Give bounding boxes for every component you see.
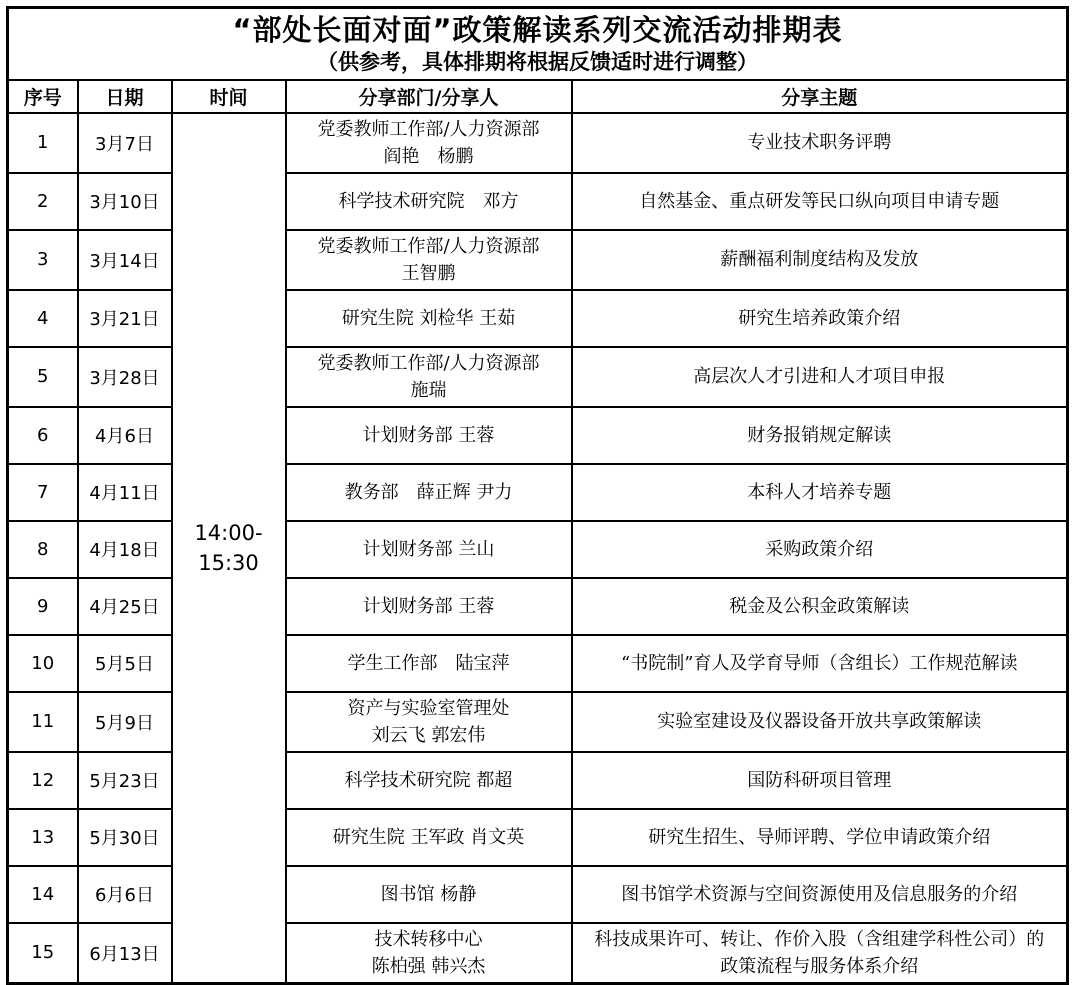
row-presenter — [286, 635, 572, 692]
presenter-line: 阎艳 杨鹏 — [383, 145, 474, 167]
row-date: 5月9日 — [78, 692, 172, 752]
row-topic: 高层次人才引进和人才项目申报 — [572, 347, 1068, 407]
row-topic: 采购政策介绍 — [572, 521, 1068, 578]
presenter-line: 计划财务部 王蓉 — [362, 424, 495, 446]
table-row — [8, 290, 1068, 347]
presenter-line: 计划财务部 王蓉 — [362, 595, 495, 617]
row-topic: 研究生招生、导师评聘、学位申请政策介绍 — [572, 809, 1068, 866]
presenter-line: 图书馆 杨静 — [380, 883, 477, 905]
row-no: 7 — [8, 464, 78, 521]
presenter-line: 党委教师工作部/人力资源部 — [317, 118, 540, 140]
row-topic: 科技成果许可、转让、作价入股（含组建学科性公司）的政策流程与服务体系介绍 — [572, 923, 1068, 984]
row-presenter — [286, 752, 572, 809]
row-topic: 薪酬福利制度结构及发放 — [572, 230, 1068, 290]
row-no: 11 — [8, 692, 78, 752]
presenter-line: 学生工作部 陆宝萍 — [347, 652, 510, 674]
table-row — [8, 635, 1068, 692]
presenter-line: 科学技术研究院 邓方 — [338, 190, 519, 212]
row-topic: 财务报销规定解读 — [572, 407, 1068, 464]
row-topic: “书院制”育人及学育导师（含组长）工作规范解读 — [572, 635, 1068, 692]
row-date: 6月13日 — [78, 923, 172, 984]
table-row — [8, 578, 1068, 635]
row-no: 4 — [8, 290, 78, 347]
presenter-line: 陈柏强 韩兴杰 — [371, 955, 486, 977]
table-row — [8, 521, 1068, 578]
row-date: 3月14日 — [78, 230, 172, 290]
column-header-date: 日期 — [78, 80, 172, 113]
row-topic: 研究生培养政策介绍 — [572, 290, 1068, 347]
row-no: 3 — [8, 230, 78, 290]
row-presenter — [286, 347, 572, 407]
row-date: 4月18日 — [78, 521, 172, 578]
presenter-line: 计划财务部 兰山 — [362, 538, 495, 560]
column-header-presenter: 分享部门/分享人 — [286, 80, 572, 113]
row-presenter — [286, 173, 572, 230]
row-no: 10 — [8, 635, 78, 692]
row-no: 8 — [8, 521, 78, 578]
schedule-table — [6, 6, 1069, 985]
row-presenter — [286, 290, 572, 347]
row-topic: 自然基金、重点研发等民口纵向项目申请专题 — [572, 173, 1068, 230]
row-no: 13 — [8, 809, 78, 866]
row-topic: 国防科研项目管理 — [572, 752, 1068, 809]
row-topic: 实验室建设及仪器设备开放共享政策解读 — [572, 692, 1068, 752]
row-date: 4月11日 — [78, 464, 172, 521]
row-presenter — [286, 407, 572, 464]
row-date: 5月5日 — [78, 635, 172, 692]
row-date: 3月7日 — [78, 113, 172, 173]
presenter-line: 资产与实验室管理处 — [347, 697, 510, 719]
row-date: 5月30日 — [78, 809, 172, 866]
row-no: 9 — [8, 578, 78, 635]
presenter-line: 研究生院 王军政 肖文英 — [332, 826, 525, 848]
row-date: 4月6日 — [78, 407, 172, 464]
header-row — [8, 80, 1068, 113]
row-presenter — [286, 692, 572, 752]
row-no: 6 — [8, 407, 78, 464]
presenter-line: 刘云飞 郭宏伟 — [371, 724, 486, 746]
table-row — [8, 113, 1068, 173]
row-date: 5月23日 — [78, 752, 172, 809]
presenter-line: 教务部 薛正辉 尹力 — [344, 481, 513, 503]
table-row — [8, 866, 1068, 923]
row-date: 3月10日 — [78, 173, 172, 230]
schedule-table-body — [8, 8, 1068, 984]
column-header-time: 时间 — [172, 80, 286, 113]
row-presenter — [286, 866, 572, 923]
row-topic: 图书馆学术资源与空间资源使用及信息服务的介绍 — [572, 866, 1068, 923]
table-row — [8, 752, 1068, 809]
page-title: “部处长面对面”政策解读系列交流活动排期表 — [232, 13, 843, 47]
row-presenter — [286, 521, 572, 578]
time-line: 14:00- — [194, 520, 263, 545]
presenter-line: 施瑞 — [410, 379, 447, 401]
table-row — [8, 923, 1068, 984]
row-no: 12 — [8, 752, 78, 809]
row-no: 5 — [8, 347, 78, 407]
table-row — [8, 464, 1068, 521]
row-date: 6月6日 — [78, 866, 172, 923]
time-cell — [172, 113, 286, 984]
table-row — [8, 230, 1068, 290]
row-date: 4月25日 — [78, 578, 172, 635]
title-row — [8, 8, 1068, 80]
row-presenter — [286, 230, 572, 290]
row-presenter — [286, 809, 572, 866]
row-date: 3月21日 — [78, 290, 172, 347]
row-topic: 税金及公积金政策解读 — [572, 578, 1068, 635]
row-topic: 专业技术职务评聘 — [572, 113, 1068, 173]
presenter-line: 研究生院 刘检华 王茹 — [341, 307, 516, 329]
presenter-line: 技术转移中心 — [374, 928, 483, 950]
table-row — [8, 407, 1068, 464]
table-row — [8, 692, 1068, 752]
row-date: 3月28日 — [78, 347, 172, 407]
column-header-topic: 分享主题 — [572, 80, 1068, 113]
page-subtitle: （供参考，具体排期将根据反馈适时进行调整） — [317, 49, 758, 74]
row-presenter — [286, 113, 572, 173]
title-cell — [8, 8, 1068, 80]
presenter-line: 科学技术研究院 都超 — [344, 769, 513, 791]
presenter-line: 党委教师工作部/人力资源部 — [317, 352, 540, 374]
column-header-no: 序号 — [8, 80, 78, 113]
time-line: 15:30 — [198, 550, 259, 575]
table-row — [8, 347, 1068, 407]
row-topic: 本科人才培养专题 — [572, 464, 1068, 521]
row-presenter — [286, 464, 572, 521]
row-no: 15 — [8, 923, 78, 984]
table-row — [8, 809, 1068, 866]
row-no: 1 — [8, 113, 78, 173]
row-no: 14 — [8, 866, 78, 923]
presenter-line: 王智鹏 — [401, 262, 456, 284]
presenter-line: 党委教师工作部/人力资源部 — [317, 235, 540, 257]
row-presenter — [286, 923, 572, 984]
table-row — [8, 173, 1068, 230]
row-presenter — [286, 578, 572, 635]
row-no: 2 — [8, 173, 78, 230]
